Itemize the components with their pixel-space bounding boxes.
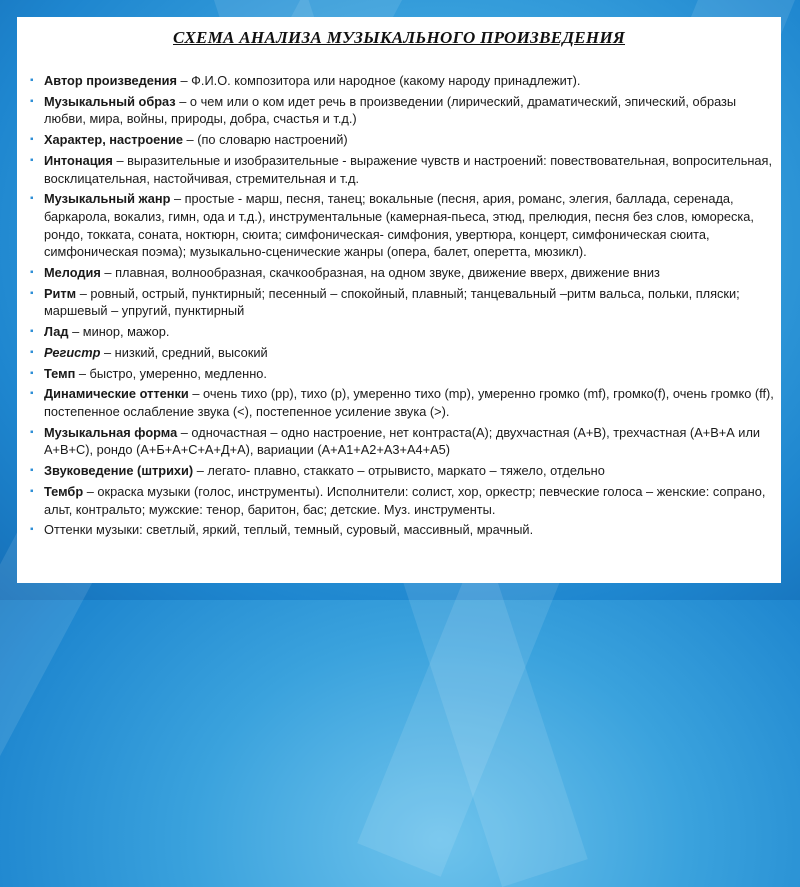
bullet-icon: ▪ [30, 95, 34, 107]
bullet-icon: ▪ [30, 367, 34, 379]
list-item [30, 521, 778, 539]
item-text: – плавная, волнообразная, скачкообразная, на одном звуке, движение вверх, движение вниз [100, 264, 660, 280]
list-item [30, 323, 778, 341]
list-item [30, 483, 778, 518]
list-item [30, 424, 778, 459]
list-item [30, 462, 778, 480]
bullet-icon: ▪ [30, 154, 34, 166]
bullet-icon: ▪ [30, 287, 34, 299]
item-term: Музыкальный жанр [44, 191, 171, 207]
item-term: Характер, настроение [44, 132, 183, 148]
item-term: Темп [44, 365, 76, 381]
item-term: Музыкальный образ [44, 93, 176, 109]
list-item [30, 264, 778, 282]
list-item [30, 93, 778, 128]
item-term: Тембр [44, 483, 84, 499]
item-term: Ритм [44, 285, 77, 301]
list-item [30, 385, 778, 420]
bullet-icon: ▪ [30, 426, 34, 438]
item-text: – окраска музыки (голос, инструменты). Исполнители: солист, хор, оркестр; певческие голоса – женские: сопрано, альт, контральто; мужские: тенор, баритон, бас; детские. Муз. инструменты. [44, 483, 766, 517]
item-text: – о чем или о ком идет речь в произведении (лирический, драматический, эпический, образы любви, мира, войны, природы, добра, счастья и т.д.) [44, 93, 737, 127]
item-term: Интонация [44, 152, 113, 168]
item-text: – легато- плавно, стаккато – отрывисто, маркато – тяжело, отдельно [193, 463, 605, 479]
bullet-icon: ▪ [30, 524, 34, 536]
item-text: Оттенки музыки: светлый, яркий, теплый, темный, суровый, массивный, мрачный. [44, 522, 534, 538]
item-text: – одночастная – одно настроение, нет контраста(А); двухчастная (А+В), трехчастная (А+В+А или А+В+С), рондо (А+Б+А+С+А+Д+А), вариации (А+А1+А2+А3+А4+А5) [44, 424, 761, 458]
item-term: Мелодия [44, 264, 101, 280]
list-item [30, 365, 778, 383]
slide-content [17, 17, 781, 583]
list-item [30, 285, 778, 320]
item-text: – выразительные и изобразительные - выражение чувств и настроений: повествовательная, вопросительная, восклицательная, настойчивая, стремительная и т.д. [44, 152, 773, 186]
item-text: – низкий, средний, высокий [100, 344, 268, 360]
item-term: Музыкальная форма [44, 424, 178, 440]
list-item [30, 72, 778, 90]
bullet-icon: ▪ [30, 134, 34, 146]
analysis-list [30, 72, 778, 542]
item-term: Звуковедение (штрихи) [44, 463, 194, 479]
item-text: – (по словарю настроений) [183, 132, 348, 148]
bullet-icon: ▪ [30, 346, 34, 358]
list-item [30, 344, 778, 362]
item-text: – простые - марш, песня, танец; вокальные (песня, ария, романс, элегия, баллада, серенада, баркарола, вокализ, гимн, ода и т.д.), инструментальные (камерная-пьеса, этюд, прелюдия, песня без слов, юмореска, рондо, токката, соната, ноктюрн, сюита; симфоническая- симфония, увертюра, концерт, симфоническая сюита, симфоническая поэма); музыкально-сценические жанры (опера, балет, оперетта, мюзикл). [44, 191, 754, 260]
item-term: Лад [44, 324, 69, 340]
item-text: – минор, мажор. [68, 324, 170, 340]
bullet-icon: ▪ [30, 326, 34, 338]
item-text: – Ф.И.О. композитора или народное (какому народу принадлежит). [176, 73, 581, 88]
bullet-icon: ▪ [30, 75, 34, 86]
bullet-icon: ▪ [30, 266, 34, 278]
slide-title: СХЕМА АНАЛИЗА МУЗЫКАЛЬНОГО ПРОИЗВЕДЕНИЯ [173, 28, 625, 47]
list-item [30, 152, 778, 187]
bullet-icon: ▪ [30, 388, 34, 400]
item-text: – быстро, умеренно, медленно. [75, 365, 267, 381]
item-text: – ровный, острый, пунктирный; песенный – спокойный, плавный; танцевальный –ритм вальса, польки, пляски; маршевый – упругий, пунктирный [44, 285, 740, 319]
bullet-icon: ▪ [30, 465, 34, 477]
bullet-icon: ▪ [30, 193, 34, 205]
item-text: – очень тихо (pp), тихо (p), умеренно тихо (mp), умеренно громко (mf), громко(f), очень громко (ff), постепенное ослабление звука (<), постепенное усиление звука (>). [44, 386, 774, 419]
item-term: Регистр [44, 344, 101, 360]
item-term: Динамические оттенки [44, 386, 189, 402]
item-term: Автор произведения [44, 73, 177, 88]
list-item [30, 131, 778, 149]
list-item [30, 190, 778, 260]
bullet-icon: ▪ [30, 485, 34, 497]
